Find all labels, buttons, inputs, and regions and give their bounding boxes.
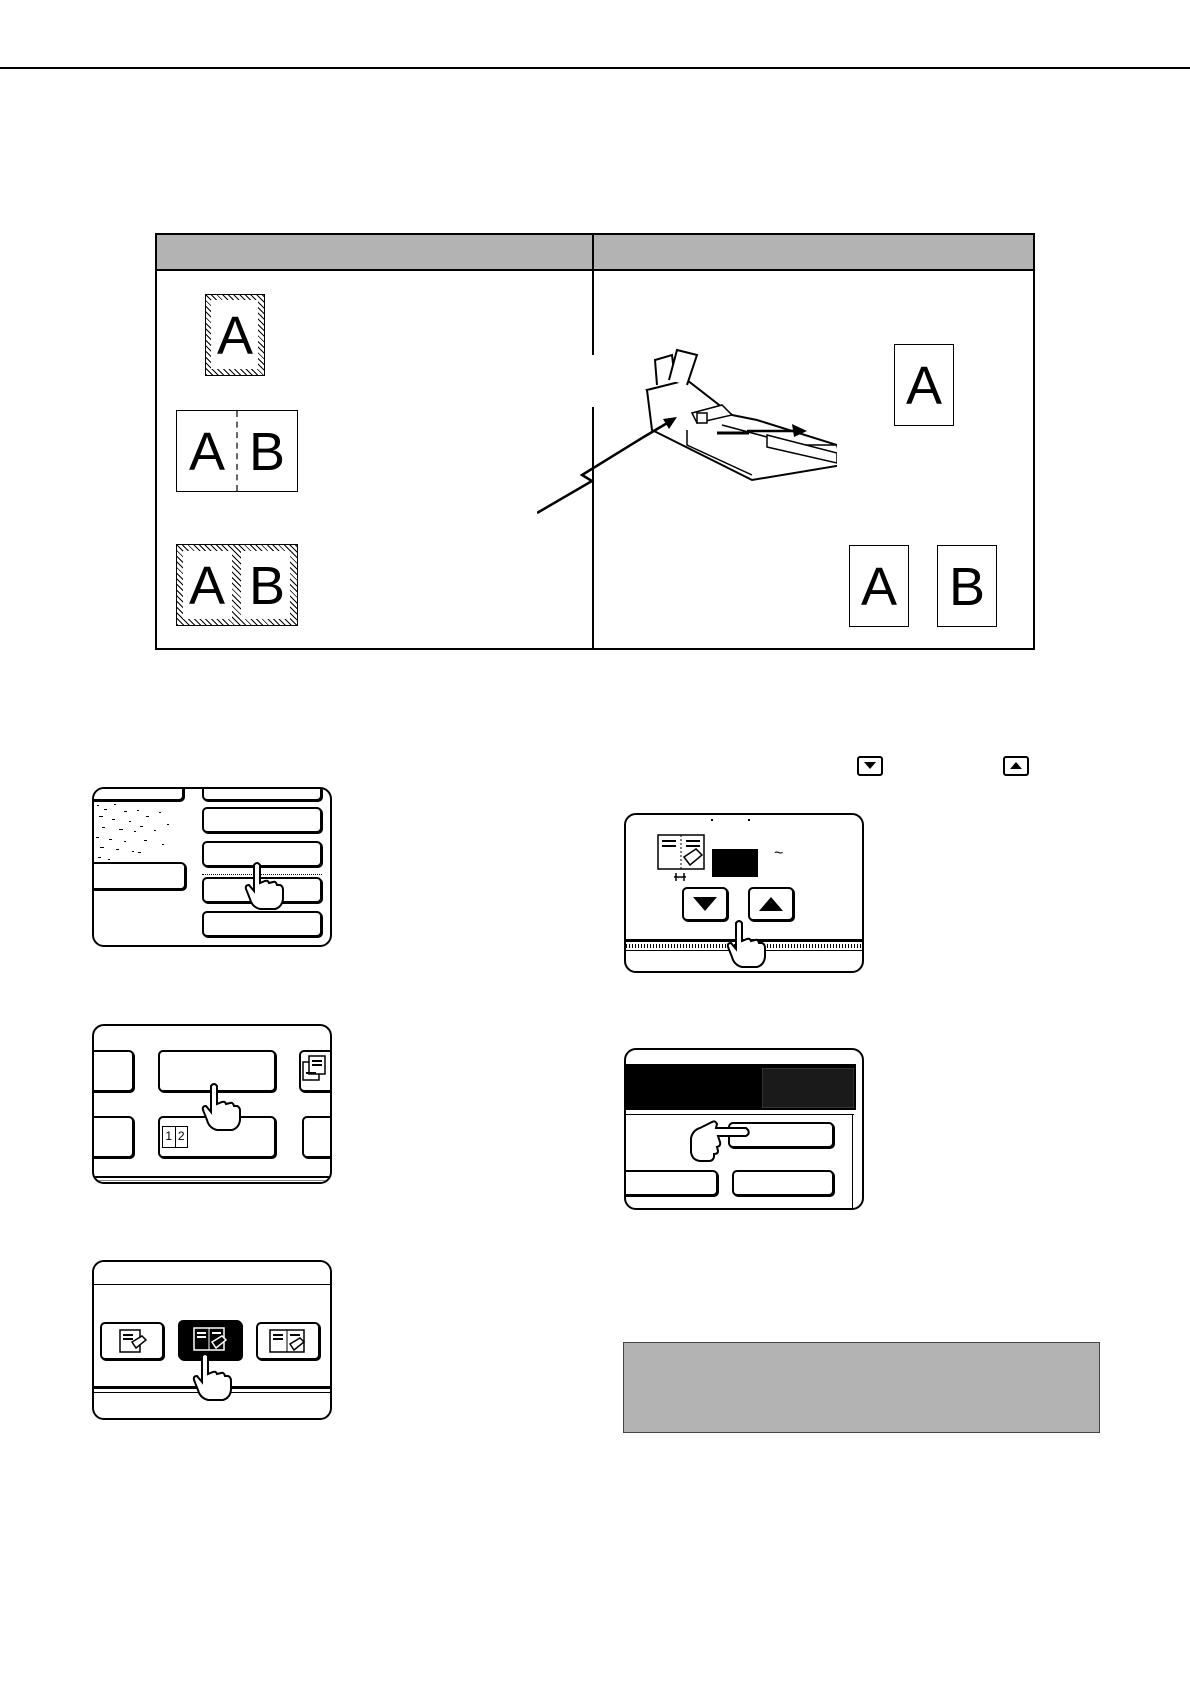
comparison-table [155, 233, 1035, 650]
original-spread-ab [176, 410, 298, 492]
received-page-b [937, 545, 997, 627]
title-bar-button[interactable] [762, 1068, 854, 1108]
panel-option-button[interactable] [202, 807, 322, 833]
received-page-a [849, 545, 909, 627]
speckle-texture [134, 804, 179, 864]
header-rule [0, 67, 1190, 69]
panel-mode-button[interactable] [299, 1050, 332, 1092]
pointing-hand-icon [724, 919, 766, 971]
panel-option-button[interactable] [202, 911, 322, 937]
two-page-icon: 1 2 [162, 1126, 188, 1148]
panel-tab[interactable] [92, 787, 184, 801]
letter-a: A [188, 422, 226, 482]
decrease-button[interactable] [682, 887, 728, 921]
panel-screen-1 [92, 787, 332, 947]
panel-option-button[interactable] [732, 1170, 834, 1196]
table-header-row [157, 235, 1033, 271]
letter-a: A [216, 306, 254, 366]
fax-machine-illustration [537, 335, 837, 565]
letter-a: A [860, 557, 898, 617]
original-spread-ab-hatched [176, 544, 298, 626]
letter-b: B [248, 422, 286, 482]
letter-a: A [905, 356, 943, 416]
letter-b: B [248, 556, 286, 616]
panel-screen-2 [92, 1024, 332, 1184]
panel-side-button[interactable] [92, 1050, 134, 1092]
panel-screen-3 [92, 1260, 332, 1420]
panel-side-button[interactable] [92, 862, 186, 890]
down-triangle-icon [684, 889, 726, 919]
pointing-hand-icon [190, 1352, 232, 1404]
panel-side-button[interactable] [302, 1116, 332, 1158]
original-page-a-hatched [205, 294, 265, 376]
book-copy-icon [301, 1052, 332, 1086]
note-box [623, 1342, 1100, 1433]
down-triangle-icon [857, 756, 883, 776]
center-erase-icon [656, 833, 708, 885]
up-triangle-icon [750, 889, 792, 919]
frame-erase-icon [102, 1324, 162, 1358]
panel-tab[interactable] [202, 787, 322, 801]
value-display [712, 849, 758, 877]
panel-screen-5 [624, 1048, 864, 1210]
pointing-hand-icon [242, 861, 284, 911]
increase-button[interactable] [748, 887, 794, 921]
up-triangle-icon [1003, 756, 1029, 776]
letter-a: A [188, 556, 226, 616]
panel-option-button[interactable] [624, 1170, 718, 1196]
pointing-hand-icon [688, 1112, 752, 1164]
edge-center-erase-icon [258, 1324, 318, 1358]
edge-erase-button[interactable] [100, 1322, 164, 1360]
pointing-hand-icon [199, 1082, 241, 1134]
edge-center-erase-button[interactable] [256, 1322, 320, 1360]
range-tilde: ~ [774, 845, 784, 862]
received-page-a [894, 344, 954, 426]
letter-b: B [948, 557, 986, 617]
panel-side-button[interactable] [92, 1116, 134, 1158]
panel-screen-4 [624, 813, 864, 973]
